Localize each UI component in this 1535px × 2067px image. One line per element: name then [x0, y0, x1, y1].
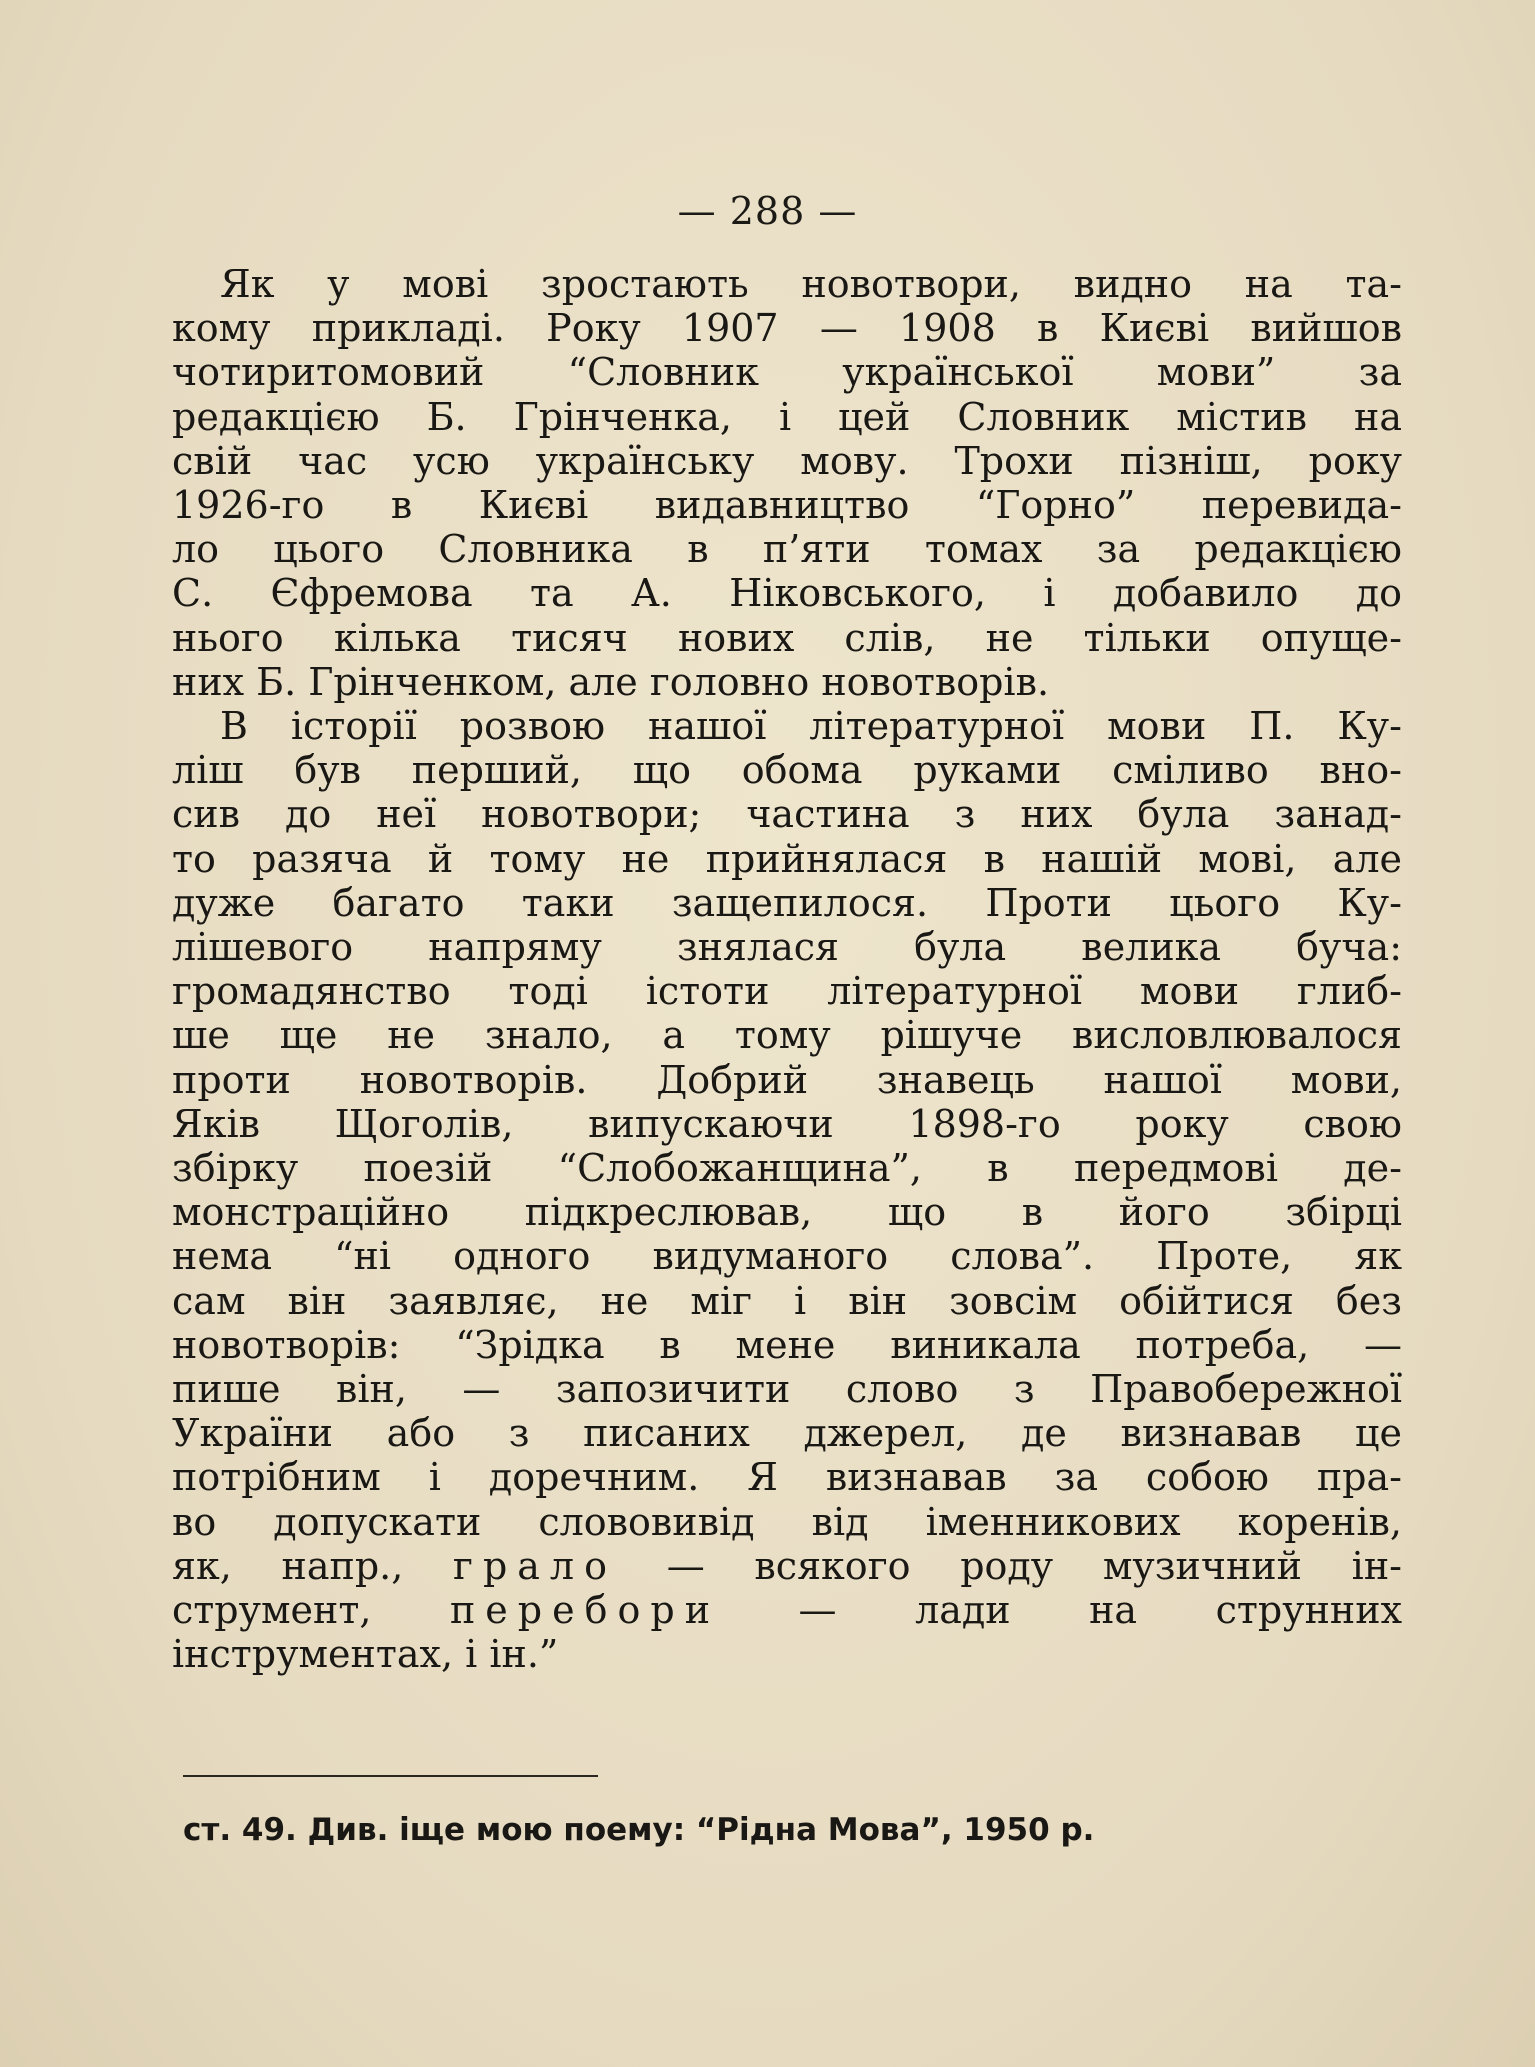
text-line: новотворів: “Зрідка в мене виникала потреба, —: [172, 1322, 1402, 1367]
text-line: сив до неї новотвори; частина з них була занад-: [172, 792, 1402, 837]
text-line: громадянство тоді істоти літературної мови глиб-: [172, 969, 1402, 1014]
page-number: — 288 —: [677, 189, 858, 233]
text-line: Яків Щоголів, випускаючи 1898-го року свою: [172, 1101, 1402, 1146]
text-line: ліш був перший, що обома руками сміливо вно-: [172, 748, 1402, 793]
text-line: Як у мові зростають новотвори, видно на та-: [220, 262, 1402, 306]
text-line: інструментах, і ін.”: [172, 1632, 559, 1677]
spaced-word: перебори: [449, 1588, 721, 1633]
footnote: ст. 49. Див. іще мою поему: “Рідна Мова”, 1950 р.: [183, 1812, 1095, 1848]
text-segment: як, напр.,: [172, 1543, 454, 1588]
text-line: В історії розвою нашої літературної мови П. Ку-: [220, 704, 1402, 749]
text-line: нього кілька тисяч нових слів, не тільки опуще-: [172, 615, 1402, 660]
text-line: во допускати слововивід від іменникових коренів,: [172, 1499, 1402, 1544]
text-line: нема “ні одного видуманого слова”. Проте, як: [172, 1234, 1402, 1279]
text-line: пише він, — запозичити слово з Правобережної: [172, 1367, 1402, 1412]
text-line: [172, 1588, 1402, 1632]
text-line: збірку поезій “Слобожанщина”, в передмові де-: [172, 1146, 1402, 1191]
text-line: дуже багато таки защепилося. Проти цього Ку-: [172, 880, 1402, 925]
text-line: кому прикладі. Року 1907 — 1908 в Києві вийшов: [172, 306, 1402, 351]
text-line: то разяча й тому не прийнялася в нашій мові, але: [172, 836, 1402, 881]
text-line: України або з писаних джерел, де визнавав це: [172, 1411, 1402, 1456]
text-line: редакцією Б. Грінченка, і цей Словник містив на: [172, 394, 1402, 439]
text-line: [172, 1544, 1402, 1588]
text-line: 1926-го в Києві видавництво “Горно” перевида-: [172, 483, 1402, 528]
text-line: свій час усю українську мову. Трохи пізніш, року: [172, 438, 1402, 483]
text-line: ше ще не знало, а тому рішуче висловлювалося: [172, 1013, 1402, 1058]
text-line: С. Єфремова та А. Ніковського, і добавило до: [172, 571, 1402, 616]
footnote-divider: [183, 1775, 598, 1777]
body-text: [172, 262, 1402, 1677]
text-line: них Б. Грінченком, але головно новотворів.: [172, 659, 1050, 704]
spaced-word: грало: [453, 1543, 617, 1588]
text-line: потрібним і доречним. Я визнавав за собою пра-: [172, 1455, 1402, 1500]
text-line: проти новотворів. Добрий знавець нашої мови,: [172, 1057, 1402, 1102]
text-line: монстраційно підкреслював, що в його збірці: [172, 1190, 1402, 1235]
text-segment: — всякого роду музичний ін-: [616, 1543, 1402, 1588]
text-line: сам він заявляє, не міг і він зовсім обійтися без: [172, 1278, 1402, 1323]
text-line: чотиритомовий “Словник української мови” за: [172, 350, 1402, 395]
text-line: ло цього Словника в п’яти томах за редакцією: [172, 527, 1402, 572]
text-segment: — лади на струнних: [720, 1588, 1402, 1633]
text-segment: струмент,: [172, 1588, 450, 1633]
text-line: лішевого напряму знялася була велика буча:: [172, 925, 1402, 970]
